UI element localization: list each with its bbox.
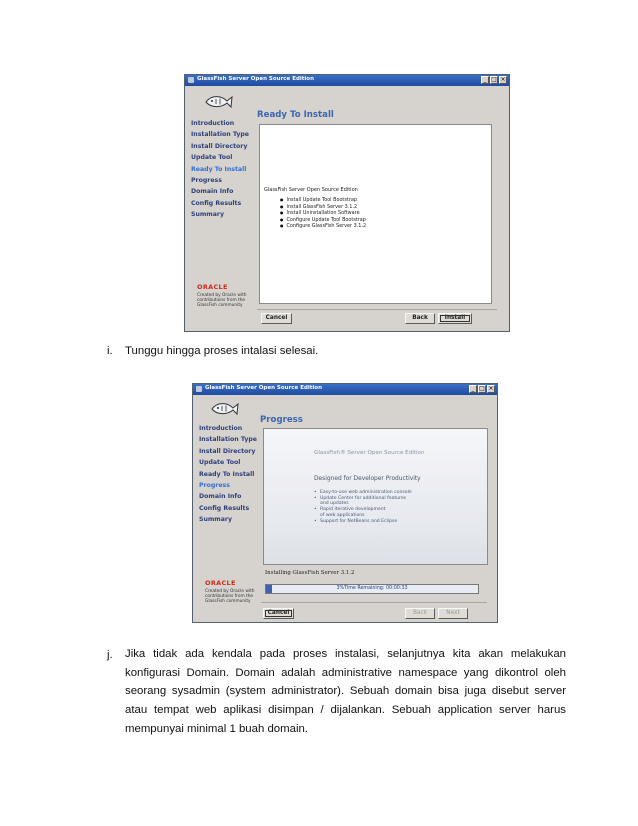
step-progress: Progress: [199, 481, 230, 489]
list-item: • Rapid iterative development: [314, 507, 386, 513]
step-progress: Progress: [191, 176, 222, 184]
window-title: GlassFish Server Open Source Edition: [205, 385, 322, 391]
wizard-steps: [191, 118, 249, 221]
step-installation-type: Installation Type: [191, 131, 249, 139]
cancel-button[interactable]: Cancel: [261, 313, 292, 324]
divider: [261, 602, 487, 603]
divider: [257, 309, 497, 310]
installer-window-progress: [192, 383, 498, 623]
step-summary: Summary: [199, 516, 233, 524]
step-summary: Summary: [191, 211, 225, 219]
step-update-tool: Update Tool: [199, 459, 241, 467]
next-button[interactable]: Next: [438, 608, 468, 619]
credit-text: Created by Oracle with contributions from the GlassFish community: [197, 293, 247, 309]
panel-heading: Designed for Developer Productivity: [314, 476, 421, 482]
back-button[interactable]: Back: [405, 608, 435, 619]
close-icon[interactable]: ×: [500, 76, 506, 83]
list-item: • Update Center for additional features: [314, 495, 407, 501]
step-ready-to-install: Ready To Install: [199, 470, 255, 478]
close-icon[interactable]: ×: [488, 385, 494, 392]
step-j-paragraph: Jika tidak ada kendala pada proses instalasi, selanjutnya kita akan melakukan konfigurasi Domain. Domain adalah administrative namespace yang dikontrol oleh seorang sysadmin (system administrator). Sebuah domain bisa juga disebut server atau tempat web aplikasi disimpan / dijalankan. Sebuah application server harus mempunyai minimal 1 buah domain.: [125, 648, 566, 735]
progress-panel: [263, 428, 488, 565]
window-titlebar[interactable]: [193, 384, 497, 395]
app-icon: [196, 386, 202, 392]
oracle-logo: ORACLE: [205, 579, 236, 587]
step-installation-type: Installation Type: [199, 436, 257, 444]
maximize-icon[interactable]: □: [479, 385, 485, 392]
step-install-directory: Install Directory: [191, 142, 248, 150]
minimize-icon[interactable]: _: [481, 76, 489, 84]
step-ready-to-install: Ready To Install: [191, 165, 247, 173]
list-item: • Easy-to-use web administration console: [314, 490, 412, 495]
list-item: and updates: [320, 501, 349, 507]
app-icon: [188, 77, 194, 83]
list-item: of web applications: [320, 512, 365, 518]
glassfish-logo-icon: [203, 92, 237, 110]
step-domain-info: Domain Info: [199, 493, 242, 501]
list-marker-i: i.: [107, 345, 113, 357]
step-update-tool: Update Tool: [191, 154, 233, 162]
product-name: GlassFish Server Open Source Edition: [264, 187, 358, 193]
page-title: Ready To Install: [257, 110, 334, 120]
wizard-steps: [199, 423, 257, 526]
install-items: [280, 197, 366, 230]
list-item: ● Install Uninstallation Software: [280, 210, 366, 217]
progress-text: 3%Time Remaining: 00:00:33: [336, 586, 408, 591]
installer-window-ready: [184, 74, 510, 332]
step-domain-info: Domain Info: [191, 188, 234, 196]
list-item: ● Configure GlassFish Server 3.1.2: [280, 223, 366, 230]
install-status: Installing GlassFish Server 3.1.2: [265, 570, 355, 576]
list-item: • Support for NetBeans and Eclipse: [314, 518, 398, 524]
oracle-logo: ORACLE: [197, 283, 228, 291]
glassfish-logo-icon: [209, 399, 243, 417]
list-item: ● Configure Update Tool Bootstrap: [280, 217, 366, 224]
window-title: GlassFish Server Open Source Edition: [197, 76, 314, 82]
credit-text: Created by Oracle with contributions from the GlassFish community: [205, 589, 255, 605]
maximize-icon[interactable]: □: [491, 76, 497, 83]
list-marker-j: j.: [107, 649, 113, 661]
progress-bar: [265, 584, 479, 594]
step-introduction: Introduction: [199, 425, 243, 432]
feature-list: [314, 490, 412, 524]
install-button[interactable]: Install: [438, 313, 472, 324]
step-config-results: Config Results: [199, 504, 250, 512]
step-config-results: Config Results: [191, 199, 242, 207]
summary-panel: [259, 124, 492, 304]
product-name: GlassFish® Server Open Source Edition: [314, 450, 425, 456]
list-item: ● Install GlassFish Server 3.1.2: [280, 204, 366, 211]
step-i-text: Tunggu hingga proses intalasi selesai.: [125, 345, 319, 357]
step-install-directory: Install Directory: [199, 447, 256, 455]
window-titlebar[interactable]: [185, 75, 509, 86]
page-title: Progress: [260, 415, 303, 425]
step-introduction: Introduction: [191, 120, 235, 127]
minimize-icon[interactable]: _: [469, 385, 477, 393]
back-button[interactable]: Back: [405, 313, 435, 324]
list-item: ● Install Update Tool Bootstrap: [280, 197, 366, 204]
cancel-button[interactable]: Cancel: [263, 608, 294, 619]
